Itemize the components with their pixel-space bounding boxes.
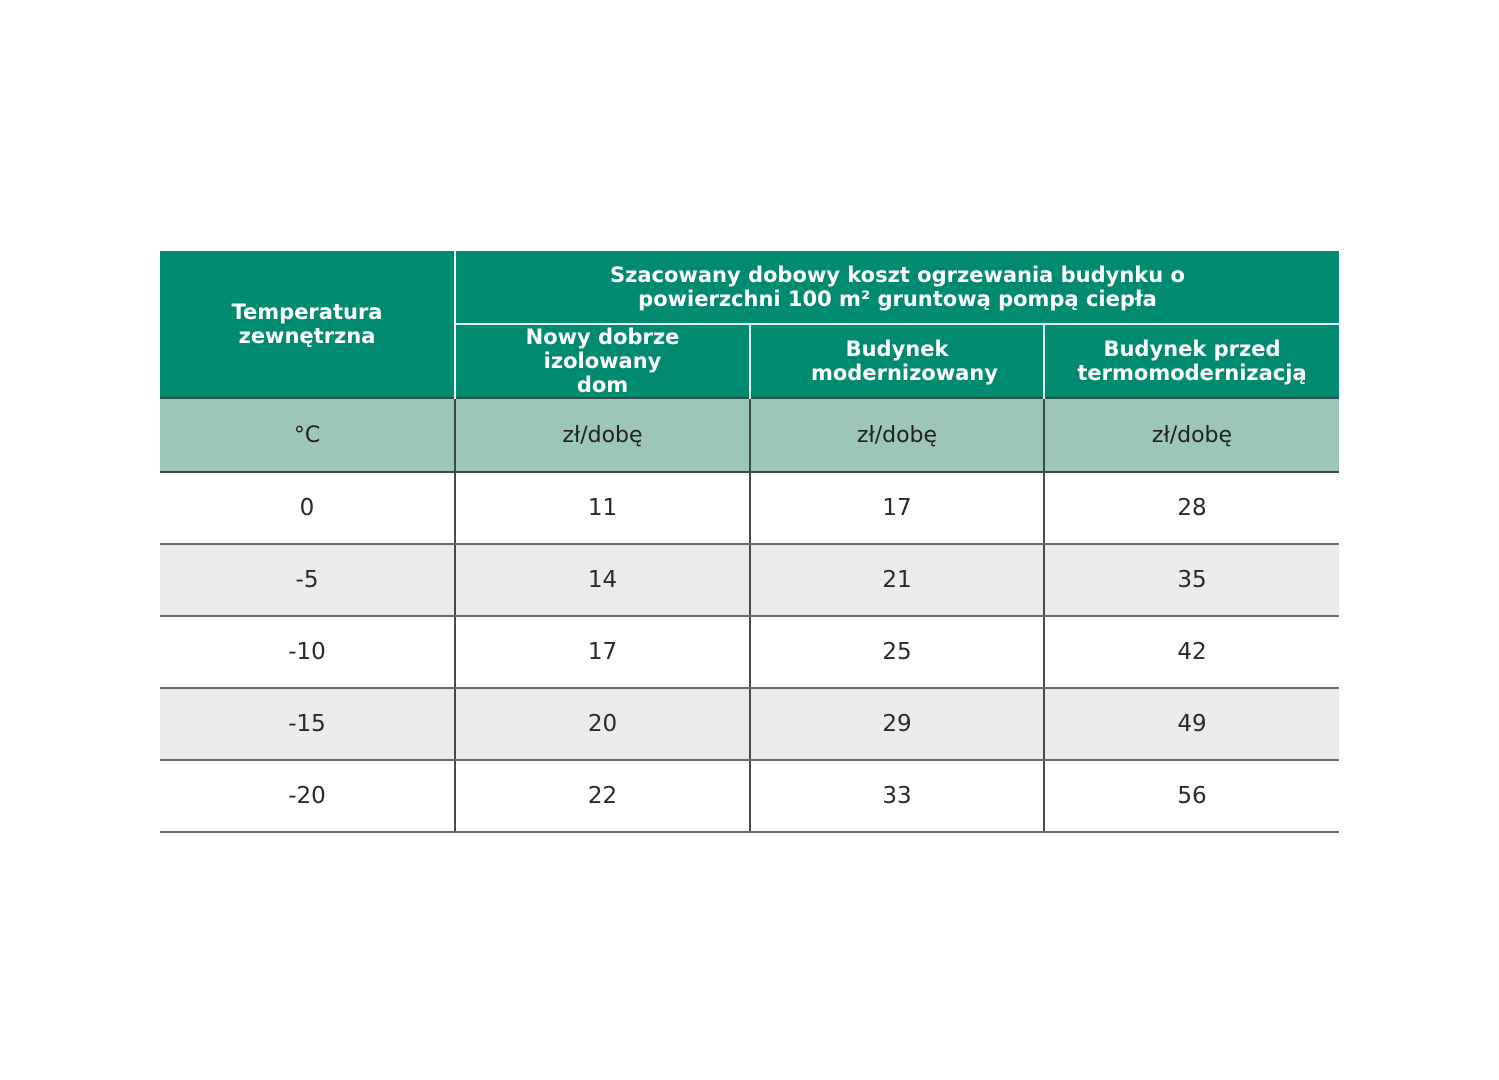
cost-cell: 11: [455, 472, 750, 544]
table-row: [160, 472, 1339, 544]
header-outdoor-temperature: Temperatura zewnętrzna: [160, 251, 455, 398]
temperature-cell: 0: [160, 472, 455, 544]
table-row: [160, 544, 1339, 616]
header-modernized-building: Budynek modernizowany: [750, 324, 1044, 398]
header-building-before-modernization: Budynek przed termomodernizacją: [1044, 324, 1339, 398]
cost-cell: 35: [1044, 544, 1339, 616]
unit-cell: zł/dobę: [1044, 398, 1339, 472]
temperature-cell: -15: [160, 688, 455, 760]
cost-cell: 42: [1044, 616, 1339, 688]
table-row: [160, 616, 1339, 688]
cost-cell: 17: [455, 616, 750, 688]
table-row: [160, 760, 1339, 832]
cost-cell: 20: [455, 688, 750, 760]
cost-cell: 22: [455, 760, 750, 832]
heating-cost-table: [160, 251, 1339, 833]
header-estimated-daily-cost: Szacowany dobowy koszt ogrzewania budynku o powierzchni 100 m² gruntową pompą ciepła: [455, 251, 1339, 324]
cost-cell: 21: [750, 544, 1044, 616]
cost-cell: 14: [455, 544, 750, 616]
cost-table-container: [160, 251, 1339, 833]
cost-cell: 56: [1044, 760, 1339, 832]
cost-cell: 28: [1044, 472, 1339, 544]
temperature-cell: -5: [160, 544, 455, 616]
unit-cell: °C: [160, 398, 455, 472]
table-row: [160, 688, 1339, 760]
cost-cell: 49: [1044, 688, 1339, 760]
cost-cell: 29: [750, 688, 1044, 760]
temperature-cell: -10: [160, 616, 455, 688]
cost-cell: 33: [750, 760, 1044, 832]
cost-cell: 25: [750, 616, 1044, 688]
cost-cell: 17: [750, 472, 1044, 544]
header-new-insulated-house: Nowy dobrze izolowany dom: [455, 324, 750, 398]
temperature-cell: -20: [160, 760, 455, 832]
unit-cell: zł/dobę: [455, 398, 750, 472]
units-row: [160, 398, 1339, 472]
unit-cell: zł/dobę: [750, 398, 1044, 472]
